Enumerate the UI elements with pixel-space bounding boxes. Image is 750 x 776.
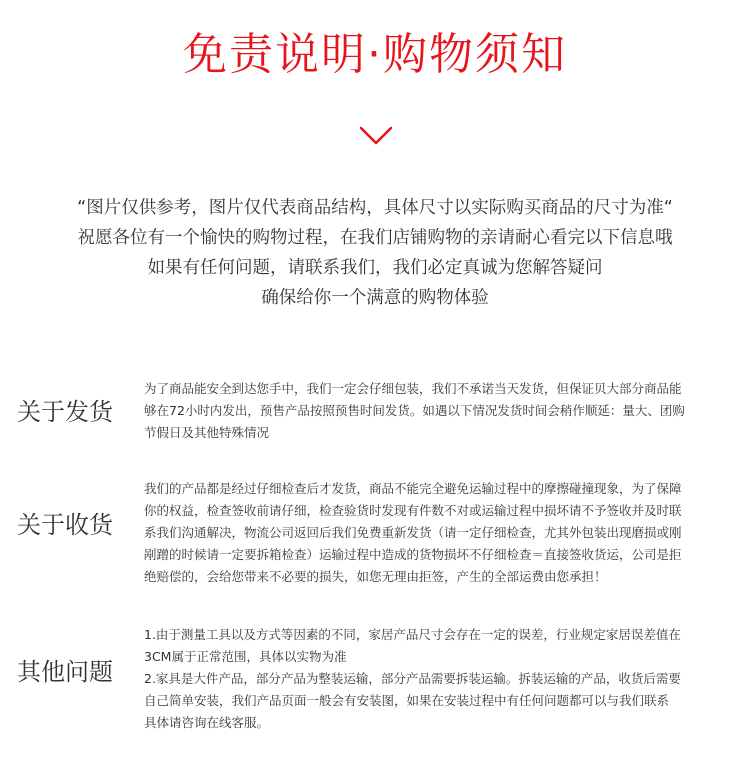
section-line: 为了商品能安全到达您手中，我们一定会仔细包装，我们不承诺当天发货，但保证贝大部分商品能 bbox=[144, 381, 682, 396]
section-line: 系我们沟通解决，物流公司返回后我们免费重新发货（请一定仔细检查，尤其外包装出现磨损或刚 bbox=[144, 525, 682, 540]
section-heading: 关于发货 bbox=[17, 398, 113, 426]
section-body bbox=[144, 478, 740, 588]
section-line: 剐蹭的时候请一定要拆箱检查）运输过程中造成的货物损坏不仔细检查＝直接签收货运，公司是拒 bbox=[144, 547, 682, 562]
section-body bbox=[144, 378, 740, 444]
section-line: 具体请咨询在线客服。 bbox=[144, 715, 270, 730]
section-line: 你的权益，检查签收前请仔细，检查验货时发现有件数不对或运输过程中损坏请不予签收并及时联 bbox=[144, 503, 682, 518]
chevron-down-icon bbox=[359, 126, 393, 146]
section-line: 够在72小时内发出，预售产品按照预售时间发货。如遇以下情况发货时间会稍作顺延：量大、团购 bbox=[144, 403, 685, 418]
section-line: 绝赔偿的，会给您带来不必要的损失，如您无理由拒签，产生的全部运费由您承担！ bbox=[144, 569, 607, 584]
section-body bbox=[144, 624, 740, 734]
page-title: 免责说明·购物须知 bbox=[183, 29, 567, 80]
intro-line: 确保给你一个满意的购物体验 bbox=[261, 288, 489, 308]
intro-line: 祝愿各位有一个愉快的购物过程，在我们店铺购物的亲请耐心看完以下信息哦 bbox=[77, 228, 673, 248]
section-line: 2.家具是大件产品，部分产品为整装运输，部分产品需要拆装运输。拆装运输的产品，收货后需要 bbox=[144, 671, 681, 686]
intro-text bbox=[0, 193, 750, 313]
section-line: 3CM属于正常范围，具体以实物为准 bbox=[144, 649, 347, 664]
intro-line: 如果有任何问题，请联系我们，我们必定真诚为您解答疑问 bbox=[147, 258, 603, 278]
section-line: 1.由于测量工具以及方式等因素的不同，家居产品尺寸会存在一定的误差，行业规定家居误差值在 bbox=[144, 627, 681, 642]
section-line: 自己简单安装，我们产品页面一般会有安装图，如果在安装过程中有任何问题都可以与我们联系 bbox=[144, 693, 670, 708]
section-heading: 关于收货 bbox=[17, 511, 113, 539]
section-line: 我们的产品都是经过仔细检查后才发货，商品不能完全避免运输过程中的摩擦碰撞现象，为了保障 bbox=[144, 481, 682, 496]
section-heading: 其他问题 bbox=[17, 658, 113, 686]
section-line: 节假日及其他特殊情况 bbox=[144, 425, 270, 440]
intro-line: “图片仅供参考，图片仅代表商品结构，具体尺寸以实际购买商品的尺寸为准“ bbox=[77, 198, 673, 218]
